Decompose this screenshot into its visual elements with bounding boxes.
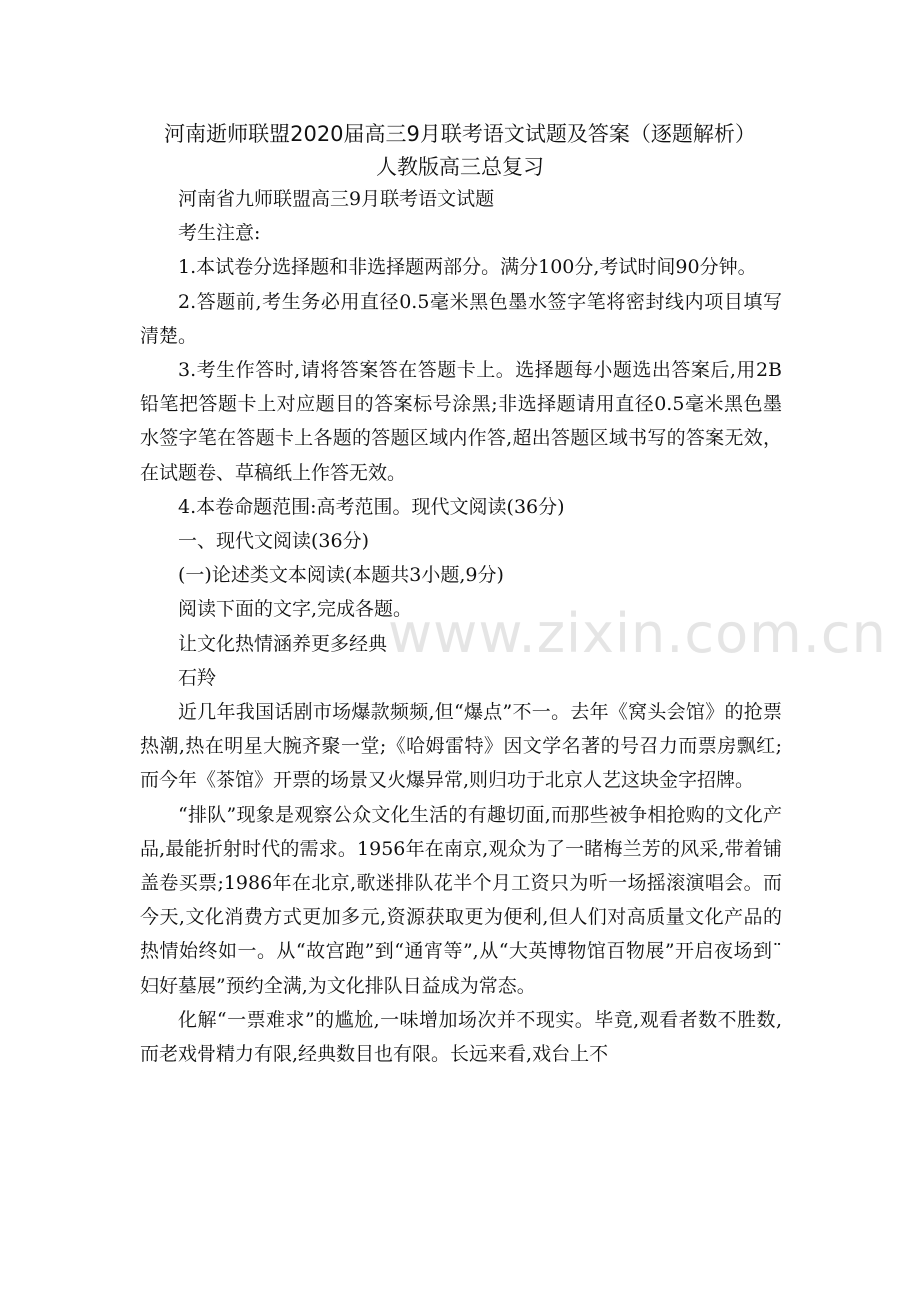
paragraph-notice-1: 1.本试卷分选择题和非选择题两部分。满分100分,考试时间90分钟。: [178, 256, 757, 279]
document-subtitle: 人教版高三总复习: [376, 155, 544, 179]
paragraph-article-3: 化解“一票难求”的尴尬,一味增加场次并不现实。毕竟,观看者数不胜数,而老戏骨精力有限,经典数目也有限。长远来看,戏台上不: [140, 1008, 782, 1066]
paragraph-subsection-heading: (一)论述类文本阅读(本题共3小题,9分): [178, 564, 504, 587]
watermark: www.zixin.com.cn: [388, 602, 887, 665]
paragraph-notice-3: 3.考生作答时,请将答案答在答题卡上。选择题每小题选出答案后,用2B铅笔把答题卡上对应题目的答案标号涂黑;非选择题请用直径0.5毫米黑色墨水签字笔在答题卡上各题的答题区域内作答,超出答题区域书写的答案无效，在试题卷、草稿纸上作答无效。: [140, 359, 782, 484]
paragraph-exam-name: 河南省九师联盟高三9月联考语文试题: [178, 188, 495, 210]
document-title: 河南逝师联盟2020届高三9月联考语文试题及答案（逐题解析）: [164, 122, 756, 146]
paragraph-article-title: 让文化热情涵养更多经典: [178, 632, 388, 655]
paragraph-notice-heading: 考生注意:: [178, 222, 261, 245]
paragraph-article-2: “排队”现象是观察公众文化生活的有趣切面,而那些被争相抢购的文化产品,最能折射时代的需求。1956年在南京,观众为了一睹梅兰芳的风采,带着铺盖卷买票;1986年在北京,歌迷排队花半个月工资只为听一场摇滚演唱会。而今天,文化消费方式更加多元,资源获取更为便利,但人们对高质量文化产品的热情始终如一。从“故宫跑”到“通宵等”,从“大英博物馆百物展”开启夜场到¨妇好墓展”预约全满,为文化排队日益成为常态。: [140, 803, 782, 997]
paragraph-instruction: 阅读下面的文字,完成各题。: [178, 598, 413, 621]
paragraph-notice-4: 4.本卷命题范围:高考范围。现代文阅读(36分): [178, 495, 565, 518]
paragraph-article-author: 石羚: [178, 666, 217, 689]
paragraph-article-1: 近几年我国话剧市场爆款频频,但“爆点”不一。去年《窝头会馆》的抢票热潮,热在明星大腕齐聚一堂;《哈姆雷特》因文学名著的号召力而票房飘红;而今年《茶馆》开票的场景又火爆异常,则归功于北京人艺这块金字招牌。: [140, 701, 782, 792]
paragraph-notice-2: 2.答题前,考生务必用直径0.5毫米黑色墨水签字笔将密封线内项目填写清楚。: [140, 290, 782, 347]
paragraph-section-heading: 一、现代文阅读(36分): [178, 530, 370, 553]
